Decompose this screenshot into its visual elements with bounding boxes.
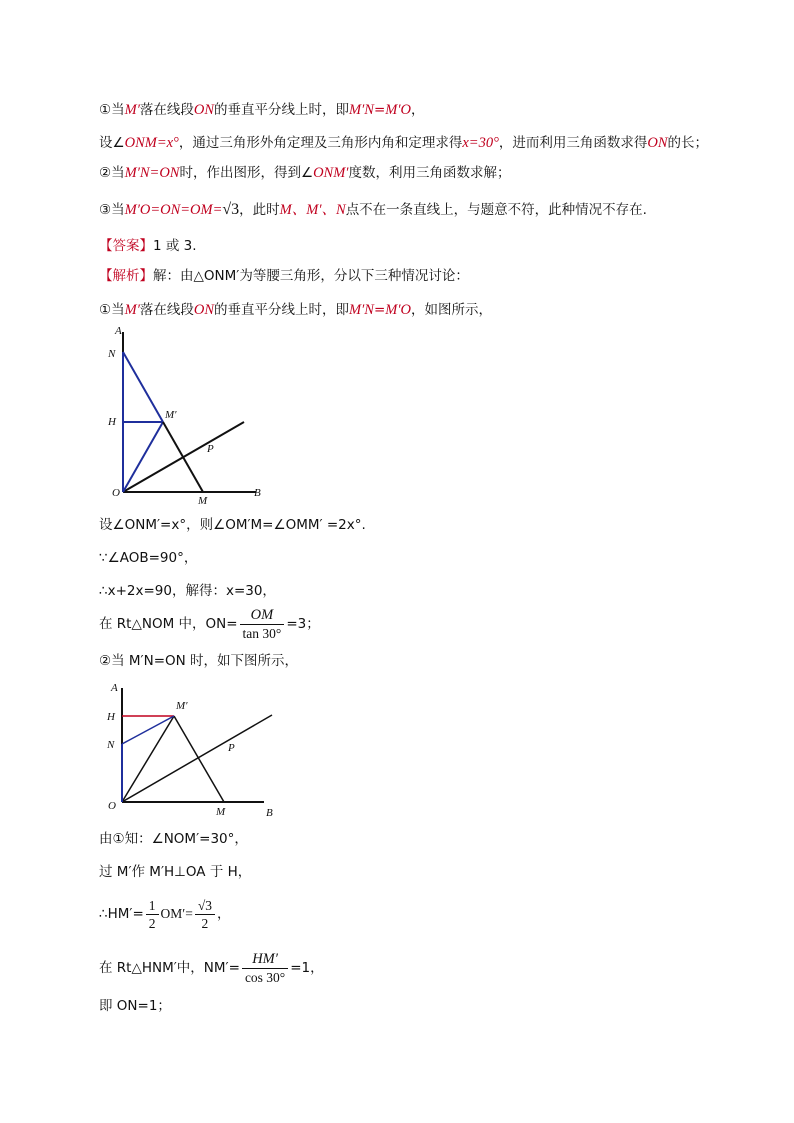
label-h: H (107, 711, 115, 723)
solution-rt1: 在 Rt△NOM 中，ON= $\frac{OM}{\tan 30^\circ}$ =3； (99, 606, 320, 641)
solution-hm: ∴HM′= $\frac{1}{2}$ OM′= $\frac{√3}{2}$ ， (99, 897, 231, 931)
solution-perp: 过 M′作 M′H⊥OA 于 H， (99, 864, 252, 880)
label-p: P (207, 443, 214, 455)
solution-because: ∵∠AOB=90°， (99, 550, 198, 566)
figure-1 (104, 322, 274, 507)
label-mp: M′ (176, 700, 188, 712)
label-o: O (112, 487, 120, 499)
solution-intro: 【解析】解：由△ONM′为等腰三角形，分以下三种情况讨论： (99, 268, 469, 284)
analysis-case3: ③当M′O=ON=OM=√3，此时M、M′、N点不在一条直线上，与题意不符，此种情况不存在. (99, 201, 647, 218)
answer-line: 【答案】1 或 3. (99, 238, 197, 254)
label-a: A (111, 682, 118, 694)
solution-set-x: 设∠ONM′=x°，则∠OM′M=∠OMM′ =2x°. (99, 517, 366, 533)
label-mp: M′ (165, 409, 177, 421)
figure-2 (104, 678, 284, 823)
solution-case2: ②当 M′N=ON 时，如下图所示， (99, 653, 299, 669)
segment-mpm (174, 716, 224, 802)
label-o: O (108, 800, 116, 812)
solution-final: 即 ON=1； (99, 998, 171, 1014)
label-m: M (198, 495, 208, 507)
segment-mpm (163, 422, 203, 492)
label-p: P (228, 742, 235, 754)
solution-therefore: ∴x+2x=90，解得：x=30， (99, 583, 276, 599)
ray-op (122, 715, 272, 802)
segment-omp (122, 716, 174, 802)
analysis-case1: ①当M′落在线段ON的垂直平分线上时，即M′N=M′O， (99, 102, 425, 118)
label-a: A (115, 325, 122, 337)
solution-rt2: 在 Rt△HNM′中，NM′= $\frac{HM'}{\cos 30^\circ}$ =1， (99, 950, 324, 985)
analysis-case2: ②当M′N=ON时，作出图形，得到∠ONM′度数，利用三角函数求解； (99, 165, 511, 181)
label-b: B (254, 487, 261, 499)
label-m: M (216, 806, 226, 818)
label-n: N (108, 348, 116, 360)
solution-from1: 由①知：∠NOM′=30°， (99, 831, 248, 847)
solution-case1: ①当M′落在线段ON的垂直平分线上时，即M′N=M′O，如图所示， (99, 302, 492, 318)
segment-nmp (123, 352, 163, 422)
label-h: H (108, 416, 116, 428)
analysis-line2: 设∠ONM=x°，通过三角形外角定理及三角形内角和定理求得x=30°，进而利用三角函数求得ON的长； (99, 135, 709, 151)
label-b: B (266, 807, 273, 819)
label-n: N (107, 739, 115, 751)
